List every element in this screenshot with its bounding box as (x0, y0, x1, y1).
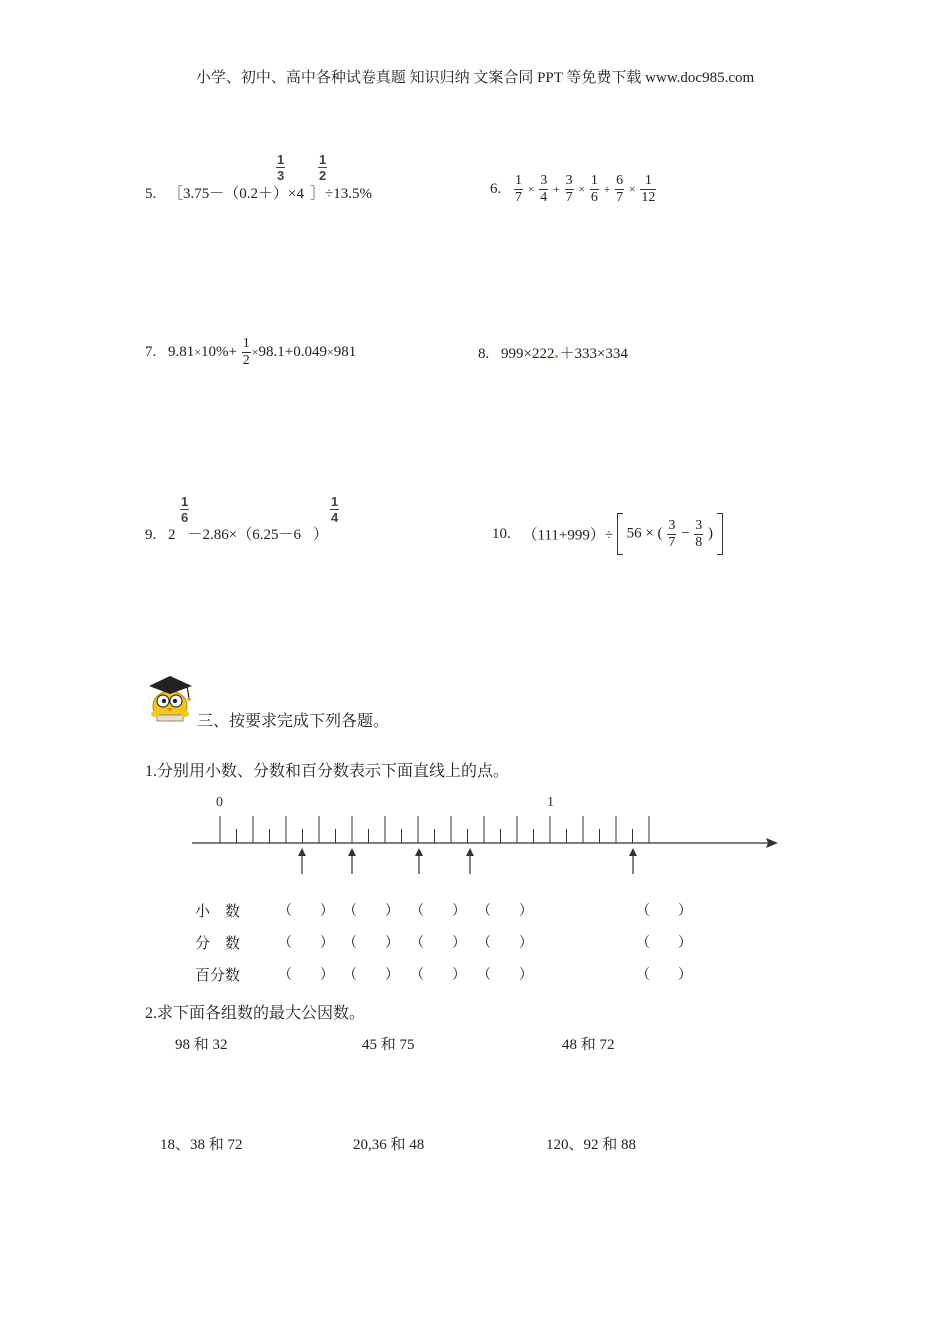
number-pair: 98 和 32 (175, 1037, 228, 1053)
number-pair: 48 和 72 (562, 1037, 615, 1053)
problem-number: 7. (145, 344, 157, 360)
number-pair: 45 和 75 (362, 1037, 415, 1053)
answer-blank[interactable]: （ ） (636, 936, 692, 951)
page-header: 小学、初中、高中各种试卷真题 知识归纳 文案合同 PPT 等免费下载 www.doc985.com (195, 70, 755, 86)
answer-blank[interactable]: （ ） (278, 968, 334, 983)
label-zero: 0 (216, 795, 223, 810)
expr-part: （111+999）÷ (522, 527, 614, 544)
owl-scholar-icon (143, 668, 197, 724)
problem-9 (145, 523, 328, 544)
operator: × (327, 345, 334, 359)
superscript-fraction: $\frac{1}{3}$ (277, 152, 285, 183)
answer-blank[interactable]: （ ） (477, 968, 533, 983)
superscript-fraction: $\frac{1}{2}$ (319, 152, 327, 183)
problem-number: 6. (490, 181, 502, 197)
problem-number: 10. (492, 525, 511, 542)
right-bracket (717, 513, 723, 555)
answer-blank[interactable]: （ ） (343, 968, 399, 983)
pointer-arrow (466, 848, 474, 874)
expr-part: 9.81 (168, 344, 195, 360)
problem-6 (490, 173, 657, 206)
number-pair: 20,36 和 48 (353, 1137, 425, 1153)
number-pair: 18、38 和 72 (160, 1137, 243, 1153)
pointer-arrow (415, 848, 423, 874)
answer-row-label: 百分数 (195, 968, 241, 984)
tick-group (220, 816, 649, 843)
superscript-fraction: $\frac{1}{4}$ (331, 494, 339, 525)
expr-part: ［3.75－（0.2＋ (168, 186, 274, 202)
fraction: $\frac{1}{6}$ (590, 173, 598, 205)
section-title: 三、按要求完成下列各题。 (197, 713, 390, 730)
problem-number: 8. (478, 346, 490, 362)
fraction: $\frac{1}{12}$ (641, 173, 656, 205)
answer-row-label: 小 数 (195, 904, 241, 920)
number-line-svg (190, 792, 790, 882)
answer-blank[interactable]: （ ） (636, 968, 692, 983)
expr-part: ） (312, 527, 328, 543)
expr-part: 981 (333, 344, 357, 360)
answer-blank[interactable]: （ ） (343, 904, 399, 919)
expr-part: 56 × ( (626, 525, 663, 542)
pointer-arrow (348, 848, 356, 874)
expr-part: 999×222 (501, 346, 555, 362)
expr-part: －2.86×（6.25－6 (187, 527, 301, 543)
answer-blank[interactable]: （ ） (477, 904, 533, 919)
problem-8 (478, 342, 628, 363)
fraction: $\frac{3}{7}$ (668, 517, 676, 550)
pointer-arrow (629, 848, 637, 874)
problem-5 (145, 182, 372, 203)
expr-part: 10%+ (201, 344, 237, 360)
answer-blank[interactable]: （ ） (278, 904, 334, 919)
fraction: $\frac{1}{7}$ (515, 173, 522, 205)
number-line (190, 792, 790, 882)
answer-blank[interactable]: （ ） (410, 936, 466, 951)
fraction: $\frac{3}{8}$ (695, 517, 703, 550)
expr-part: 98.1+0.049 (258, 344, 327, 360)
label-one: 1 (547, 795, 554, 810)
fraction: $\frac{6}{7}$ (616, 173, 624, 205)
expr-part: ］÷13.5% (309, 186, 372, 202)
answer-blank[interactable]: （ ） (278, 936, 334, 951)
problem-number: 9. (145, 527, 157, 543)
fraction: $\frac{3}{7}$ (565, 173, 573, 205)
number-pair: 120、92 和 88 (546, 1137, 637, 1153)
expr-part: ＋333×334 (559, 346, 628, 362)
operator: × (251, 345, 259, 359)
answer-blank[interactable]: （ ） (477, 936, 533, 951)
operator: × (527, 182, 535, 196)
fraction: $\frac{1}{2}$ (242, 336, 250, 368)
answer-row-label: 分 数 (195, 936, 241, 952)
superscript-fraction: $\frac{1}{6}$ (181, 494, 189, 525)
operator: × (628, 182, 636, 196)
question-2-text: 2.求下面各组数的最大公因数。 (145, 1005, 366, 1022)
answer-blank[interactable]: （ ） (410, 968, 466, 983)
operator: − (681, 525, 690, 542)
question-1-text: 1.分别用小数、分数和百分数表示下面直线上的点。 (145, 763, 510, 780)
answer-blank[interactable]: （ ） (410, 904, 466, 919)
left-bracket (617, 513, 623, 555)
expr-part: ) (708, 525, 714, 542)
problem-7 (145, 336, 356, 369)
problem-10 (492, 513, 723, 555)
answer-blank[interactable]: （ ） (636, 904, 692, 919)
answer-blank[interactable]: （ ） (343, 936, 399, 951)
fraction: $\frac{3}{4}$ (540, 173, 548, 205)
expr-part: 2 (168, 527, 176, 543)
problem-number: 5. (145, 186, 157, 202)
pointer-arrow (298, 848, 306, 874)
expr-part: ）×4 (273, 186, 304, 202)
operator: + (603, 182, 611, 196)
pointer-arrows (298, 848, 637, 874)
operator: × (194, 345, 202, 359)
operator: + (553, 182, 560, 196)
operator: × (578, 182, 586, 196)
